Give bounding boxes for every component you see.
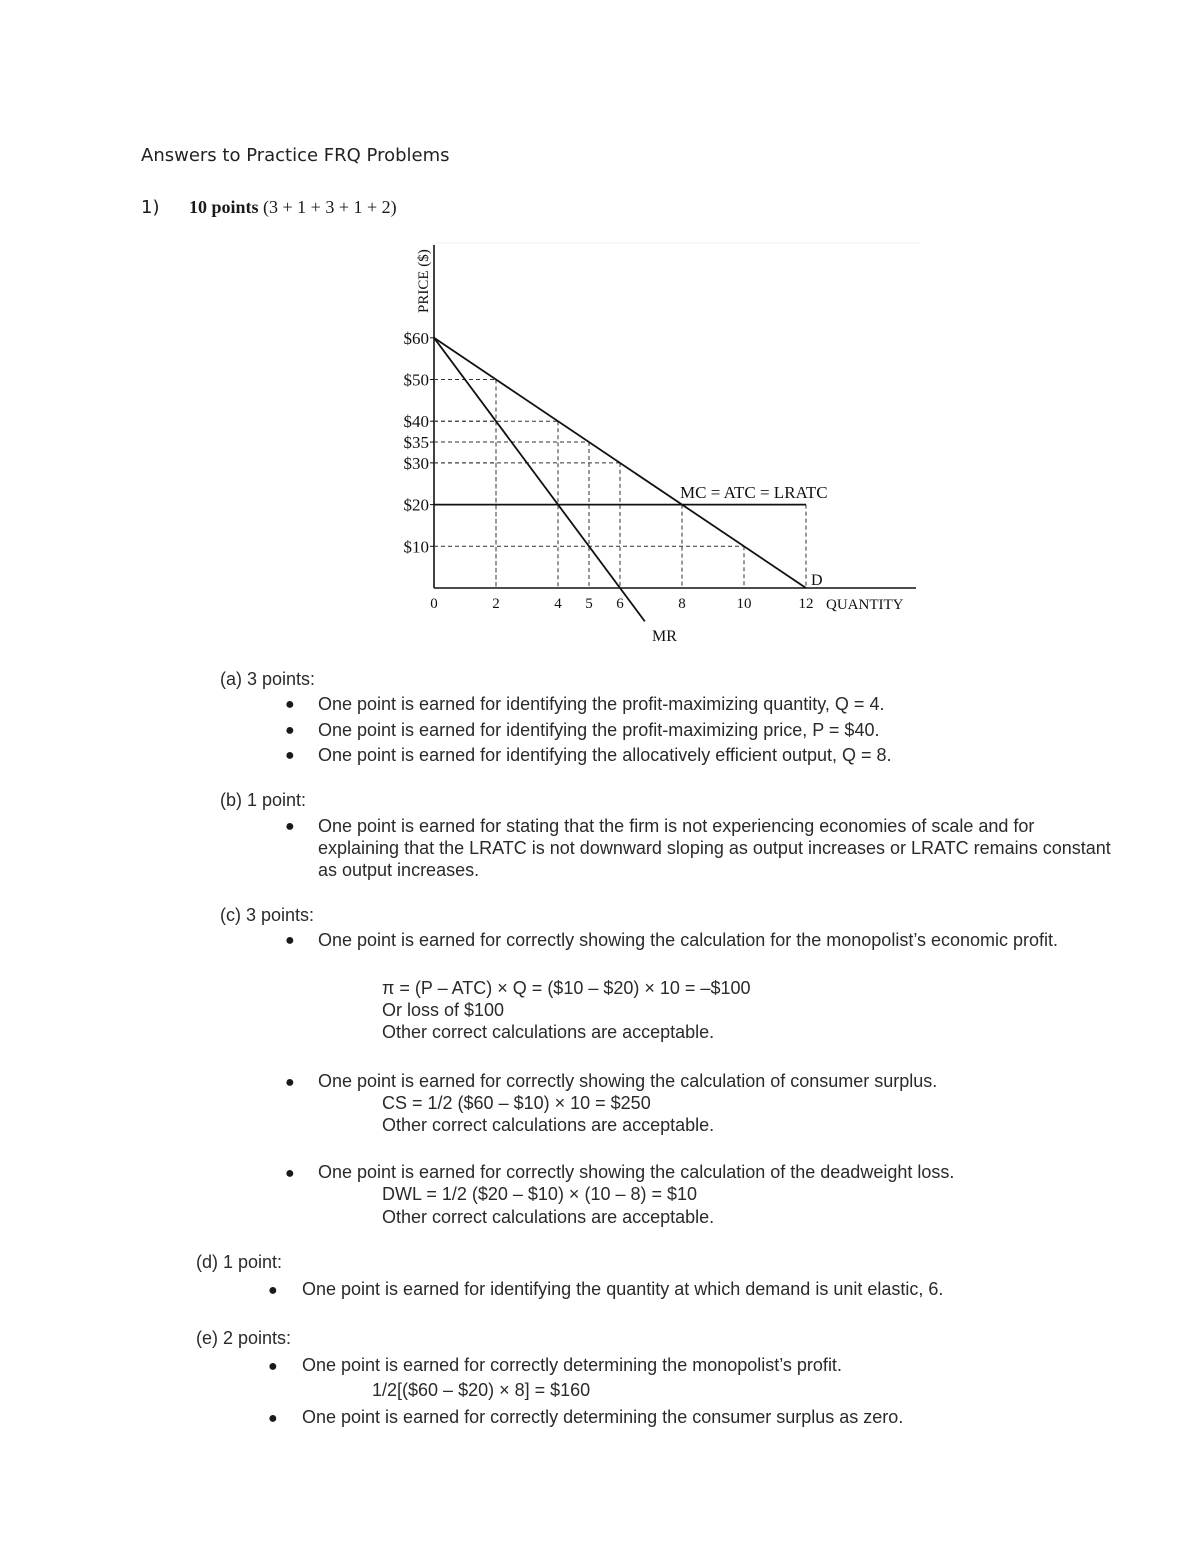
part-c-bullet-2: One point is earned for correctly showing the calculation of consumer surplus. (318, 1071, 938, 1091)
part-e-bullet-1: One point is earned for correctly determining the monopolist’s profit. (302, 1355, 842, 1375)
x-tick-label: 2 (492, 596, 500, 612)
y-tick-label: $30 (403, 453, 429, 473)
y-tick-label: $50 (403, 370, 429, 390)
monopoly-chart (380, 235, 940, 655)
mc-atc-lratc-label: MC = ATC = LRATC (680, 483, 828, 502)
part-c-dwl-note: Other correct calculations are acceptable. (382, 1207, 715, 1227)
part-e-label: (e) 2 points: (196, 1328, 292, 1348)
part-d-label: (d) 1 point: (196, 1252, 283, 1272)
x-tick-label: 0 (430, 596, 438, 612)
part-c-bullet-3: One point is earned for correctly showing the calculation of the deadweight loss. (318, 1162, 955, 1182)
part-e-profit-calc: 1/2[($60 – $20) × 8] = $160 (372, 1380, 591, 1400)
x-tick-label: 12 (798, 596, 814, 612)
part-d-bullet-1: One point is earned for identifying the quantity at which demand is unit elastic, 6. (302, 1279, 944, 1299)
x-axis-label: QUANTITY (826, 597, 904, 613)
demand-label: D (811, 572, 823, 589)
document-title: Answers to Practice FRQ Problems (141, 145, 450, 166)
part-a-label: (a) 3 points: (220, 669, 316, 689)
part-a-bullet-3: One point is earned for identifying the allocatively efficient output, Q = 8. (318, 745, 892, 765)
mr-label: MR (652, 628, 677, 645)
question-number: 1) (141, 197, 160, 218)
y-tick-label: $40 (403, 412, 429, 432)
part-c-profit-note: Other correct calculations are acceptable. (382, 1022, 715, 1042)
part-c-profit-loss: Or loss of $100 (382, 1000, 505, 1020)
points-total: 10 points (189, 197, 259, 217)
part-c-label: (c) 3 points: (220, 905, 315, 925)
part-e-bullet-2: One point is earned for correctly determining the consumer surplus as zero. (302, 1407, 904, 1427)
part-b-label: (b) 1 point: (220, 790, 307, 810)
bullet-icon: ● (285, 747, 295, 764)
part-b-bullet-1: One point is earned for stating that the firm is not experiencing economies of scale and for explaining that the LRATC is not downward sloping as output increases or LRATC remains constant as output increases. (318, 816, 1111, 880)
part-c-cs-note: Other correct calculations are acceptable. (382, 1115, 715, 1135)
x-tick-label: 4 (554, 596, 562, 612)
bullet-icon: ● (285, 696, 295, 713)
bullet-icon: ● (268, 1410, 278, 1427)
x-tick-label: 10 (736, 596, 752, 612)
part-a-bullet-2: One point is earned for identifying the profit-maximizing price, P = $40. (318, 720, 880, 740)
x-tick-label: 5 (585, 596, 593, 612)
bullet-icon: ● (268, 1358, 278, 1375)
y-tick-label: $20 (403, 495, 429, 515)
points-breakdown: (3 + 1 + 3 + 1 + 2) (263, 197, 397, 217)
x-tick-label: 6 (616, 596, 624, 612)
part-c-dwl-formula: DWL = 1/2 ($20 – $10) × (10 – 8) = $10 (382, 1184, 698, 1204)
bullet-icon: ● (285, 932, 295, 949)
y-tick-label: $10 (403, 537, 429, 557)
part-a-bullet-1: One point is earned for identifying the profit-maximizing quantity, Q = 4. (318, 694, 885, 714)
part-c-cs-formula: CS = 1/2 ($60 – $10) × 10 = $250 (382, 1093, 651, 1113)
bullet-icon: ● (285, 1165, 295, 1182)
bullet-icon: ● (268, 1282, 278, 1299)
y-tick-label: $35 (403, 433, 429, 453)
y-axis-label: PRICE ($) (416, 249, 432, 313)
question-points (189, 197, 397, 218)
bullet-icon: ● (285, 722, 295, 739)
part-c-bullet-1: One point is earned for correctly showing the calculation for the monopolist’s economic profit. (318, 930, 1059, 950)
y-tick-label: $60 (403, 328, 429, 348)
bullet-icon: ● (285, 1074, 295, 1091)
x-tick-label: 8 (678, 596, 686, 612)
marginal-revenue-curve (434, 338, 645, 622)
bullet-icon: ● (285, 818, 295, 835)
part-c-profit-formula: π = (P – ATC) × Q = ($10 – $20) × 10 = –$100 (382, 978, 751, 998)
